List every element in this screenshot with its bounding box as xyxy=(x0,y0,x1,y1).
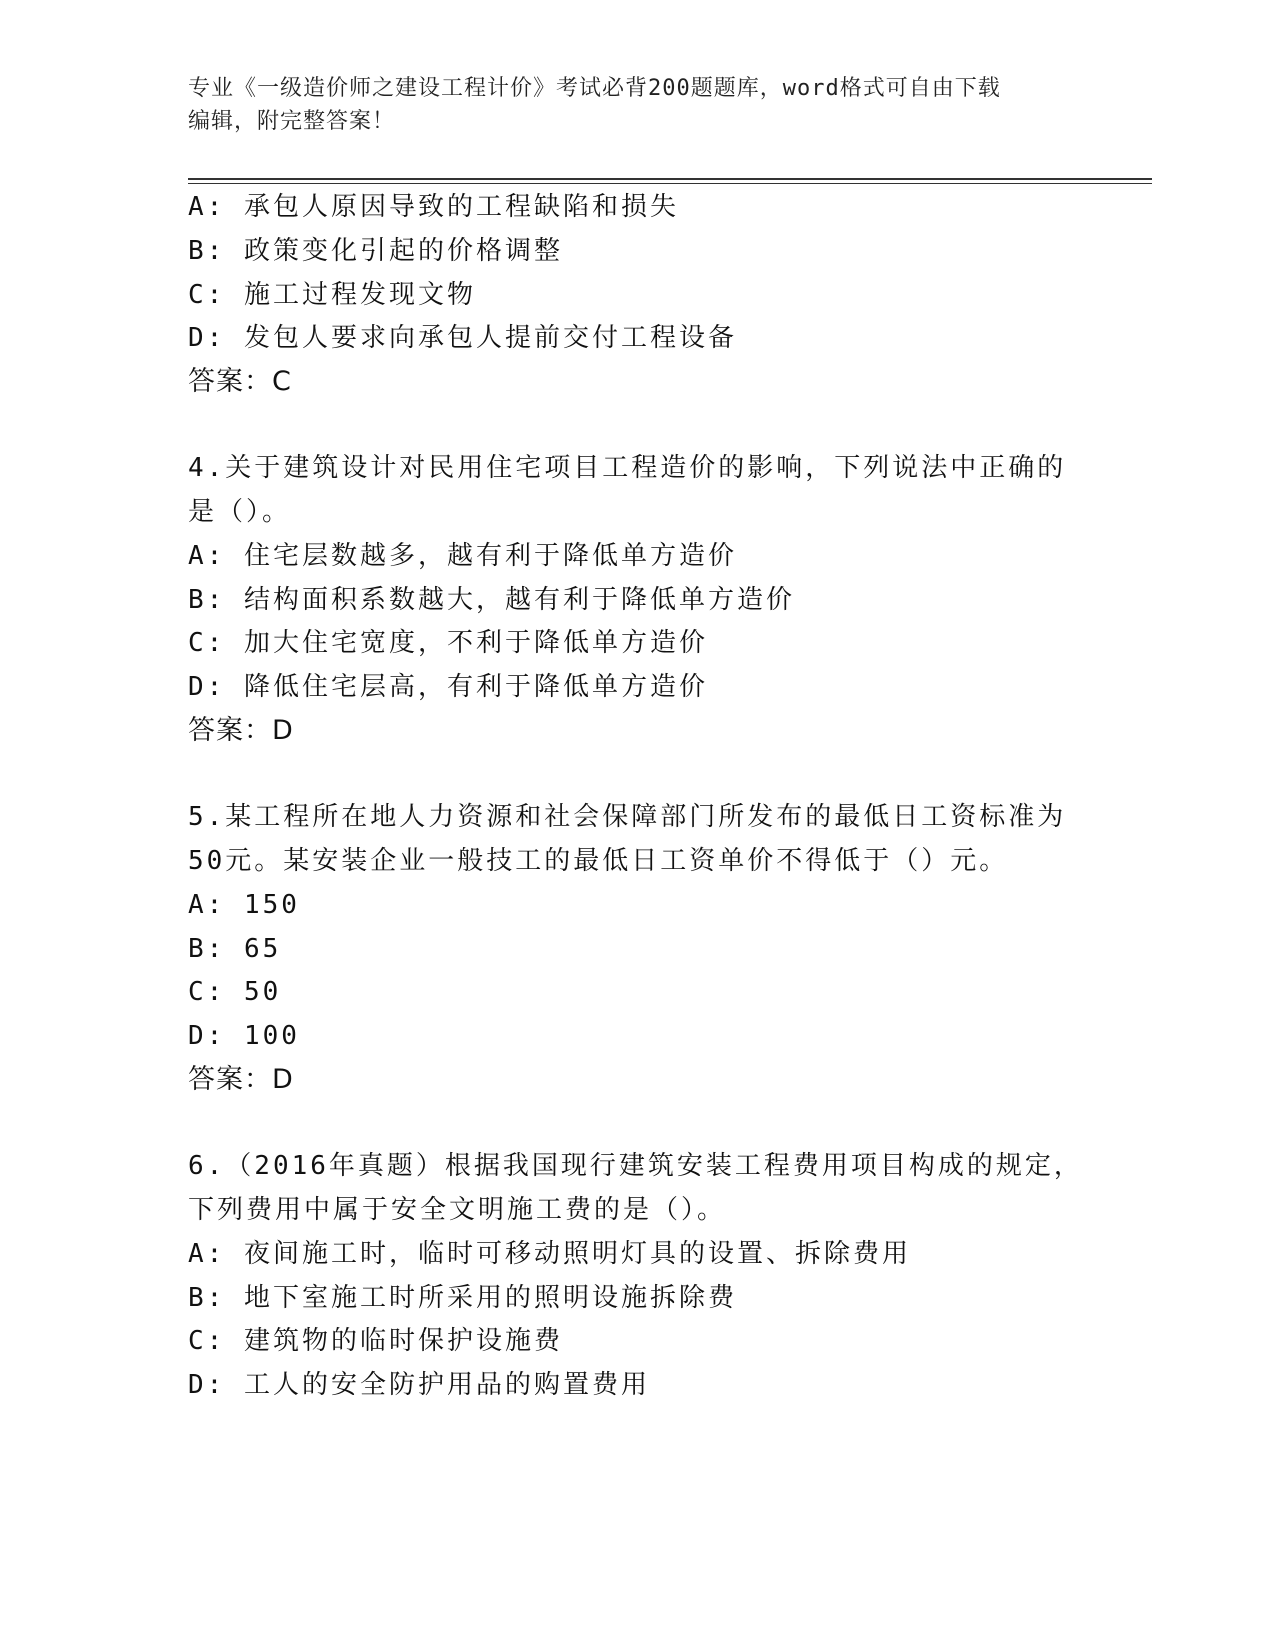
q6-option-b: B: 地下室施工时所采用的照明设施拆除费 xyxy=(188,1283,737,1313)
q5-option-a: A: 150 xyxy=(188,890,300,920)
q6-option-a: A: 夜间施工时，临时可移动照明灯具的设置、拆除费用 xyxy=(188,1239,911,1269)
q3-option-b: B: 政策变化引起的价格调整 xyxy=(188,236,563,266)
q4-option-d: D: 降低住宅层高，有利于降低单方造价 xyxy=(188,672,708,702)
header-divider-thick xyxy=(188,178,1152,180)
q4-stem-line-2: 是（）。 xyxy=(188,497,292,527)
document-header xyxy=(188,72,1088,138)
q4-option-b: B: 结构面积系数越大，越有利于降低单方造价 xyxy=(188,585,795,615)
q5-option-c: C: 50 xyxy=(188,977,282,1007)
q5-option-d: D: 100 xyxy=(188,1021,300,1051)
q5-option-b: B: 65 xyxy=(188,934,282,964)
q6-stem-line-2: 下列费用中属于安全文明施工费的是（）。 xyxy=(188,1195,727,1225)
q3-option-a: A: 承包人原因导致的工程缺陷和损失 xyxy=(188,192,679,222)
q4-answer: 答案：D xyxy=(188,715,294,746)
header-line-2: 编辑，附完整答案！ xyxy=(188,109,396,134)
q3-option-c: C: 施工过程发现文物 xyxy=(188,280,476,310)
header-divider-thin xyxy=(188,183,1152,184)
q3-option-d: D: 发包人要求向承包人提前交付工程设备 xyxy=(188,323,737,353)
q6-stem-line-1: 6.（2016年真题）根据我国现行建筑安装工程费用项目构成的规定， xyxy=(188,1151,1083,1181)
q5-answer: 答案：D xyxy=(188,1064,294,1095)
q4-stem-line-1: 4.关于建筑设计对民用住宅项目工程造价的影响，下列说法中正确的 xyxy=(188,453,1067,483)
q6-option-d: D: 工人的安全防护用品的购置费用 xyxy=(188,1370,650,1400)
q4-option-a: A: 住宅层数越多，越有利于降低单方造价 xyxy=(188,541,737,571)
q5-stem-line-2: 50元。某安装企业一般技工的最低日工资单价不得低于（）元。 xyxy=(188,846,1009,876)
header-line-1: 专业《一级造价师之建设工程计价》考试必背200题题库，word格式可自由下载 xyxy=(188,76,1001,101)
q6-option-c: C: 建筑物的临时保护设施费 xyxy=(188,1326,563,1356)
q3-answer: 答案：C xyxy=(188,366,292,397)
q5-stem-line-1: 5.某工程所在地人力资源和社会保障部门所发布的最低日工资标准为 xyxy=(188,802,1067,832)
q4-option-c: C: 加大住宅宽度，不利于降低单方造价 xyxy=(188,628,708,658)
